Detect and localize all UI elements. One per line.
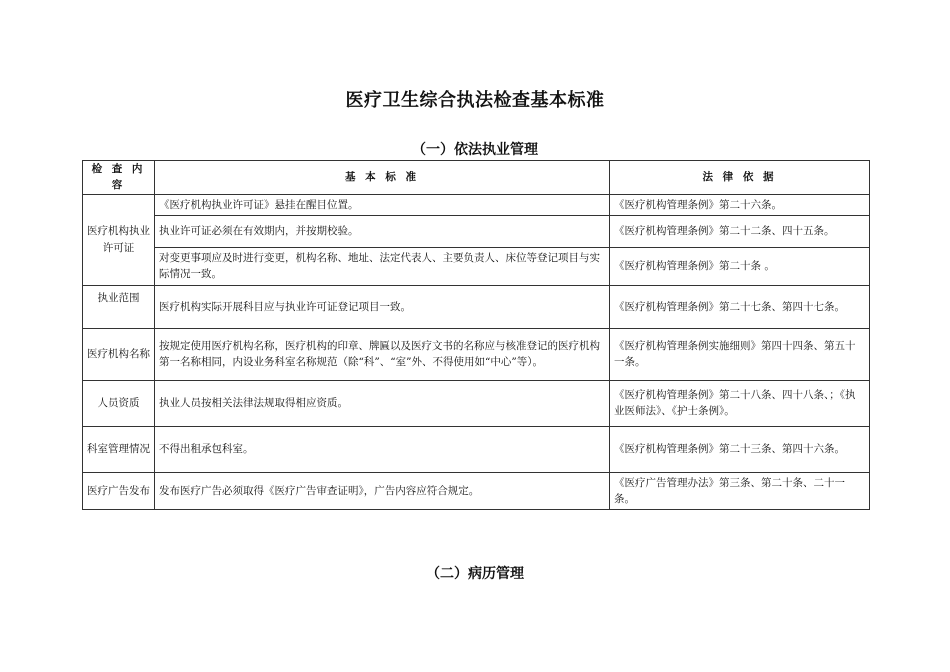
law-cell: 《医疗机构管理条例》第二十七条、第四十七条。 [610, 285, 870, 328]
table-row [83, 328, 870, 380]
section-heading-medical-records: （二）病历管理 [426, 566, 524, 582]
category-cell: 医疗广告发布 [83, 472, 155, 510]
category-cell: 医疗机构名称 [83, 328, 155, 380]
category-cell: 医疗机构执业许可证 [83, 194, 155, 285]
table-row [83, 472, 870, 510]
header-inspection-item: 检 查 内 容 [83, 161, 155, 195]
standard-cell: 不得出租承包科室。 [155, 426, 610, 472]
table-row [83, 380, 870, 426]
law-cell: 《医疗机构管理条例》第二十条 。 [610, 247, 870, 285]
section-heading-practice-management: （一）依法执业管理 [412, 142, 538, 158]
law-cell: 《医疗机构管理条例实施细则》第四十四条、第五十一条。 [610, 328, 870, 380]
category-cell: 执业范围 [83, 285, 155, 328]
standard-cell: 对变更事项应及时进行变更，机构名称、地址、法定代表人、主要负责人、床位等登记项目与实际情况一致。 [155, 247, 610, 285]
standard-cell: 医疗机构实际开展科目应与执业许可证登记项目一致。 [155, 285, 610, 328]
standard-cell: 发布医疗广告必须取得《医疗广告审查证明》，广告内容应符合规定。 [155, 472, 610, 510]
table-header-row [83, 161, 870, 195]
header-legal-basis: 法 律 依 据 [610, 161, 870, 195]
category-cell: 人员资质 [83, 380, 155, 426]
table-row [83, 247, 870, 285]
standard-cell: 执业许可证必须在有效期内，并按期校验。 [155, 215, 610, 247]
table-row [83, 194, 870, 215]
law-cell: 《医疗广告管理办法》第三条、第二十条、二十一条。 [610, 472, 870, 510]
table-row [83, 426, 870, 472]
table-row [83, 215, 870, 247]
law-cell: 《医疗机构管理条例》第二十二条、四十五条。 [610, 215, 870, 247]
category-cell: 科室管理情况 [83, 426, 155, 472]
table-row [83, 285, 870, 328]
document-title: 医疗卫生综合执法检查基本标准 [345, 90, 605, 111]
law-cell: 《医疗机构管理条例》第二十八条、四十八条、；《执业医师法》、《护士条例》。 [610, 380, 870, 426]
law-cell: 《医疗机构管理条例》第二十六条。 [610, 194, 870, 215]
header-basic-standard: 基 本 标 准 [155, 161, 610, 195]
law-cell: 《医疗机构管理条例》第二十三条、第四十六条。 [610, 426, 870, 472]
standard-cell: 《医疗机构执业许可证》悬挂在醒目位置。 [155, 194, 610, 215]
inspection-standard-table [82, 160, 870, 510]
standard-cell: 执业人员按相关法律法规取得相应资质。 [155, 380, 610, 426]
standard-cell: 按规定使用医疗机构名称，医疗机构的印章、牌匾以及医疗文书的名称应与核准登记的医疗机构第一名称相同，内设业务科室名称规范（除“科”、“室”外、不得使用如“中心”等）。 [155, 328, 610, 380]
